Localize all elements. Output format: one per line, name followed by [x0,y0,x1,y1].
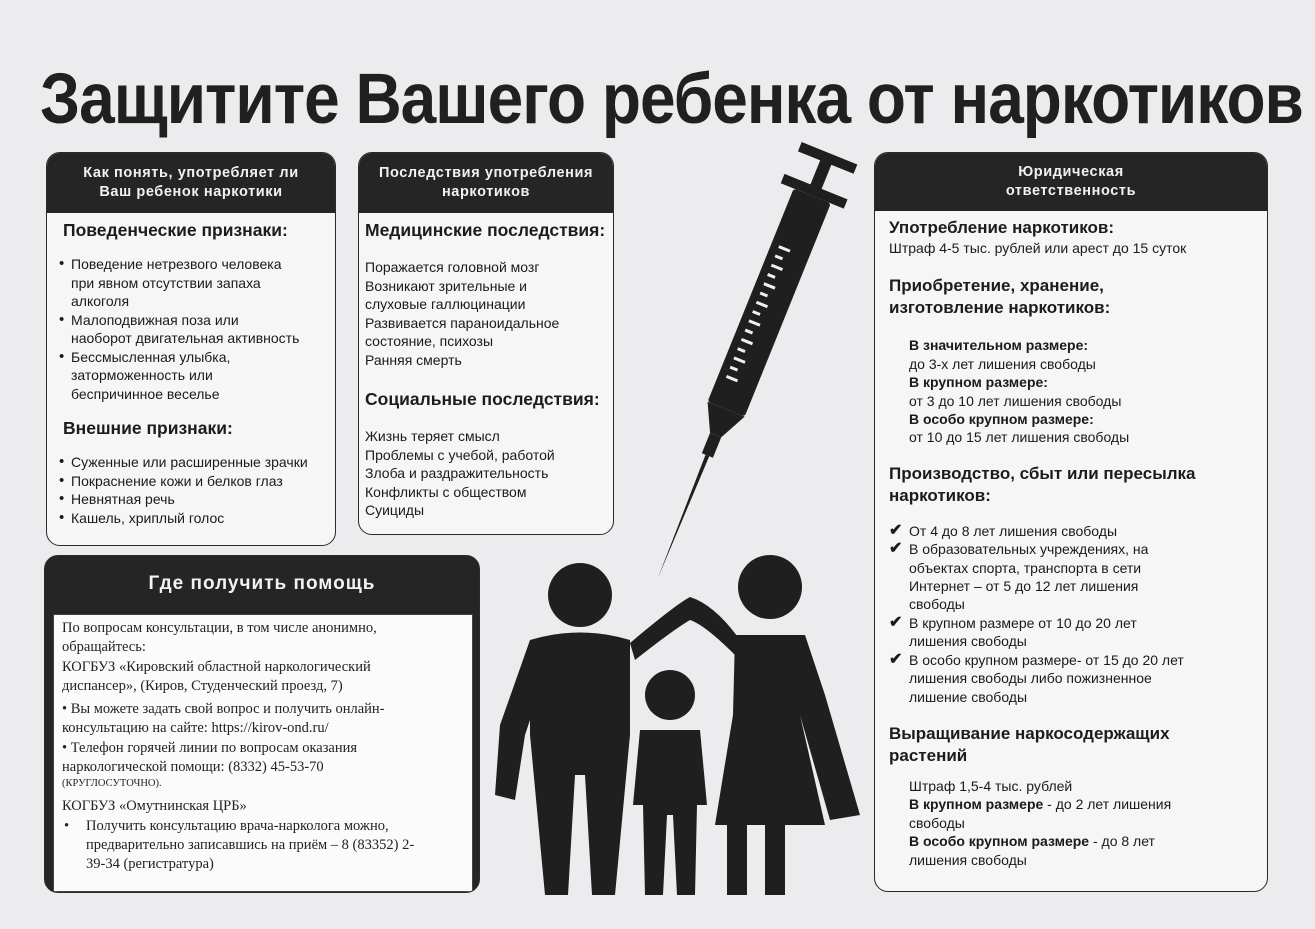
external-signs-list [57,453,329,527]
online-consult: • Вы можете задать свой вопрос и получить онлайн- консультацию на сайте: https://kirov-ond.ru/ [62,701,385,737]
hotline: • Телефон горячей линии по вопросам оказания наркологической помощи: (8332) 45-53-70 (КРУГЛОСУТОЧНО). [62,739,358,790]
acquisition-title: Приобретение, хранение, изготовление наркотиков: [889,276,1111,318]
legal-panel [874,152,1268,892]
signs-panel-header: Как понять, употребляет ли Ваш ребенок наркотики [47,153,335,213]
list-item: • Невнятная речь [57,490,329,509]
list-item: ✔ От 4 до 8 лет лишения свободы [889,521,1118,539]
checkmark-icon: ✔ [889,540,903,558]
medical-consequences-title: Медицинские последствия: [365,220,606,240]
list-item: состояние, психозы [365,333,494,349]
list-item: • Поведение нетрезвого человека при явном отсутствии запаха алкоголя [57,255,329,311]
help-panel-header: Где получить помощь [45,556,479,614]
production-title: Производство, сбыт или пересылка наркотиков: [889,463,1196,505]
syringe-family-icon [485,135,870,895]
list-item: ✔ В образовательных учреждениях, на объектах спорта, транспорта в сети Интернет – от 5 до 12 лет лишения свободы [889,540,1149,613]
growing-list: Штраф 1,5-4 тыс. рублей В крупном размере - до 2 лет лишения свободы В особо крупном размере - до 8 лет лишения свободы [909,777,1172,868]
behavioral-signs-list [57,255,329,403]
list-item: • Получить консультацию врача-нарколога можно, предварительно записавшись на приём – 8 (83352) 2- 39-34 (регистратура) [62,817,466,875]
syringe-icon [626,141,861,592]
list-item: Суициды [365,502,425,518]
list-item: Поражается головной мозг [365,259,540,275]
behavioral-signs-title: Поведенческие признаки: [63,220,288,240]
list-item: Возникают зрительные и [365,277,528,294]
production-list [889,522,1261,706]
list-item: слуховые галлюцинации [365,296,526,312]
list-item: Жизнь теряет смысл [365,428,500,444]
page-title: Защитите Вашего ребенка от наркотиков [40,58,1303,139]
checkmark-icon: ✔ [889,650,903,668]
org2-list [62,817,466,875]
list-item: • Покраснение кожи и белков глаз [57,472,329,491]
signs-panel [46,152,336,546]
growing-title: Выращивание наркосодержащих растений [889,723,1170,765]
list-item: Конфликты с обществом [365,483,527,500]
checkmark-icon: ✔ [889,613,903,631]
list-item: Злоба и раздражительность [365,465,549,481]
list-item: ✔ В крупном размере от 10 до 20 лет лишения свободы [889,613,1137,650]
checkmark-icon: ✔ [889,521,903,539]
list-item: • Малоподвижная поза или наоборот двигательная активность [57,311,329,348]
list-item: Проблемы с учебой, работой [365,446,555,463]
consequences-panel-header: Последствия употребления наркотиков [359,153,613,213]
list-item: • Кашель, хриплый голос [57,509,329,528]
list-item: ✔ В особо крупном размере- от 15 до 20 лет лишения свободы либо пожизненное лишение свободы [889,650,1184,705]
org2-name: КОГБУЗ «Омутнинская ЦРБ» [62,798,247,815]
family-icon [495,555,860,895]
social-consequences-title: Социальные последствия: [365,389,600,409]
help-panel [44,555,480,893]
acquisition-list: В значительном размере: до 3-х лет лишения свободы В крупном размере: от 3 до 10 лет лишения свободы В особо крупном размере: от 10 до 15 лет лишения свободы [909,337,1130,446]
help-panel-content: По вопросам консультации, в том числе анонимно, обращайтесь: КОГБУЗ «Кировский областной наркологический диспансер», (Киров, Студенческий проезд, 7) • Вы можете задать свой вопрос и получить онлайн- консультацию на сайте: https://kirov-ond.ru/ • Телефон горячей линии по вопросам оказания наркологической помощи: (8332) 45-53-70 (КРУГЛОСУТОЧНО). КОГБУЗ «Омутнинская ЦРБ» • Получить консультацию врача-нарколога можно, предварительно записавшись на приём – 8 (83352) 2- 39-34 (регистратура) [53,614,473,892]
list-item: • Суженные или расширенные зрачки [57,453,329,472]
use-penalty: Штраф 4-5 тыс. рублей или арест до 15 суток [889,240,1187,256]
list-item: Развивается параноидальное [365,314,560,331]
use-title: Употребление наркотиков: [889,218,1115,237]
external-signs-title: Внешние признаки: [63,418,233,438]
legal-panel-header: Юридическая ответственность [875,153,1267,211]
list-item: • Бессмысленная улыбка, заторможенность или беспричинное веселье [57,348,329,404]
list-item: Ранняя смерть [365,351,462,368]
